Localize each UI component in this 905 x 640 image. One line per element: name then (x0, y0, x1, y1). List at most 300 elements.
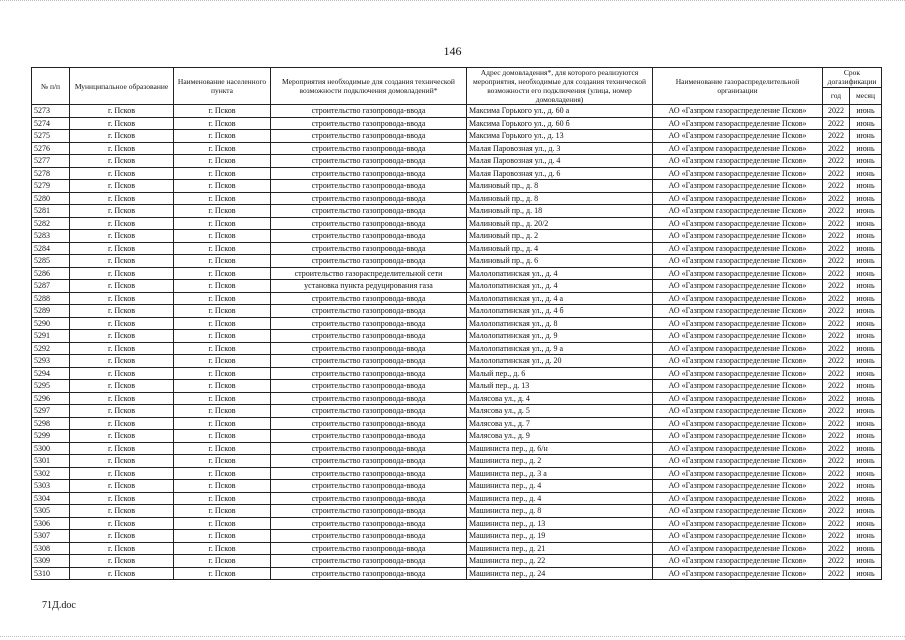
header-organization: Наименование газораспределительной организации (653, 68, 823, 105)
cell-year: 2022 (823, 180, 850, 193)
cell-municipality: г. Псков (70, 442, 174, 455)
cell-settlement: г. Псков (174, 305, 271, 318)
cell-year: 2022 (823, 130, 850, 143)
cell-month: июнь (850, 430, 882, 443)
cell-number: 5286 (32, 267, 70, 280)
cell-number: 5290 (32, 317, 70, 330)
cell-measure: строительство газопровода-ввода (271, 192, 467, 205)
cell-year: 2022 (823, 192, 850, 205)
table-row (32, 492, 882, 505)
cell-number: 5284 (32, 242, 70, 255)
cell-organization: АО «Газпром газораспределение Псков» (653, 130, 823, 143)
cell-organization: АО «Газпром газораспределение Псков» (653, 142, 823, 155)
cell-municipality: г. Псков (70, 380, 174, 393)
cell-year: 2022 (823, 155, 850, 168)
cell-municipality: г. Псков (70, 205, 174, 218)
cell-number: 5307 (32, 530, 70, 543)
cell-month: июнь (850, 542, 882, 555)
cell-municipality: г. Псков (70, 317, 174, 330)
cell-number: 5310 (32, 567, 70, 580)
cell-measure: строительство газопровода-ввода (271, 542, 467, 555)
cell-number: 5304 (32, 492, 70, 505)
cell-organization: АО «Газпром газораспределение Псков» (653, 567, 823, 580)
cell-address: Малолопатинская ул., д. 20 (467, 355, 653, 368)
cell-municipality: г. Псков (70, 505, 174, 518)
table-row (32, 130, 882, 143)
cell-organization: АО «Газпром газораспределение Псков» (653, 442, 823, 455)
cell-settlement: г. Псков (174, 217, 271, 230)
cell-number: 5280 (32, 192, 70, 205)
cell-number: 5294 (32, 367, 70, 380)
table-row (32, 205, 882, 218)
cell-year: 2022 (823, 467, 850, 480)
cell-year: 2022 (823, 405, 850, 418)
cell-month: июнь (850, 567, 882, 580)
table-row (32, 417, 882, 430)
cell-settlement: г. Псков (174, 342, 271, 355)
cell-number: 5305 (32, 505, 70, 518)
cell-number: 5309 (32, 555, 70, 568)
cell-year: 2022 (823, 530, 850, 543)
cell-settlement: г. Псков (174, 205, 271, 218)
cell-month: июнь (850, 392, 882, 405)
cell-number: 5299 (32, 430, 70, 443)
cell-organization: АО «Газпром газораспределение Псков» (653, 480, 823, 493)
scan-bottom-edge (0, 636, 905, 639)
cell-settlement: г. Псков (174, 130, 271, 143)
cell-measure: строительство газопровода-ввода (271, 330, 467, 343)
cell-month: июнь (850, 555, 882, 568)
table-row (32, 392, 882, 405)
cell-settlement: г. Псков (174, 555, 271, 568)
cell-month: июнь (850, 292, 882, 305)
cell-settlement: г. Псков (174, 392, 271, 405)
cell-organization: АО «Газпром газораспределение Псков» (653, 517, 823, 530)
cell-municipality: г. Псков (70, 492, 174, 505)
cell-settlement: г. Псков (174, 105, 271, 118)
cell-measure: строительство газопровода-ввода (271, 517, 467, 530)
cell-month: июнь (850, 355, 882, 368)
cell-month: июнь (850, 467, 882, 480)
header-month: месяц (850, 87, 882, 104)
cell-month: июнь (850, 280, 882, 293)
cell-year: 2022 (823, 555, 850, 568)
cell-year: 2022 (823, 442, 850, 455)
cell-address: Малолопатинская ул., д. 9 (467, 330, 653, 343)
cell-measure: строительство газопровода-ввода (271, 430, 467, 443)
cell-number: 5287 (32, 280, 70, 293)
cell-organization: АО «Газпром газораспределение Псков» (653, 367, 823, 380)
cell-measure: строительство газопровода-ввода (271, 305, 467, 318)
cell-measure: строительство газопровода-ввода (271, 355, 467, 368)
cell-settlement: г. Псков (174, 117, 271, 130)
cell-municipality: г. Псков (70, 305, 174, 318)
cell-settlement: г. Псков (174, 417, 271, 430)
cell-number: 5279 (32, 180, 70, 193)
cell-measure: строительство газопровода-ввода (271, 105, 467, 118)
cell-organization: АО «Газпром газораспределение Псков» (653, 505, 823, 518)
cell-measure: строительство газопровода-ввода (271, 405, 467, 418)
table-row (32, 267, 882, 280)
cell-year: 2022 (823, 455, 850, 468)
cell-month: июнь (850, 255, 882, 268)
cell-organization: АО «Газпром газораспределение Псков» (653, 342, 823, 355)
cell-month: июнь (850, 230, 882, 243)
cell-month: июнь (850, 305, 882, 318)
table-row (32, 105, 882, 118)
cell-year: 2022 (823, 117, 850, 130)
cell-number: 5276 (32, 142, 70, 155)
cell-organization: АО «Газпром газораспределение Псков» (653, 267, 823, 280)
scan-top-edge (0, 0, 905, 4)
cell-settlement: г. Псков (174, 442, 271, 455)
cell-address: Малиновый пр., д. 2 (467, 230, 653, 243)
cell-year: 2022 (823, 505, 850, 518)
cell-address: Малолопатинская ул., д. 9 а (467, 342, 653, 355)
cell-month: июнь (850, 130, 882, 143)
cell-month: июнь (850, 242, 882, 255)
cell-settlement: г. Псков (174, 267, 271, 280)
cell-measure: строительство газопровода-ввода (271, 342, 467, 355)
table-row (32, 367, 882, 380)
cell-number: 5283 (32, 230, 70, 243)
cell-number: 5288 (32, 292, 70, 305)
cell-address: Малясова ул., д. 7 (467, 417, 653, 430)
cell-municipality: г. Псков (70, 192, 174, 205)
cell-organization: АО «Газпром газораспределение Псков» (653, 430, 823, 443)
cell-year: 2022 (823, 392, 850, 405)
page-number: 146 (443, 44, 462, 58)
cell-number: 5298 (32, 417, 70, 430)
cell-month: июнь (850, 180, 882, 193)
cell-municipality: г. Псков (70, 355, 174, 368)
cell-measure: строительство газопровода-ввода (271, 367, 467, 380)
cell-month: июнь (850, 217, 882, 230)
cell-number: 5289 (32, 305, 70, 318)
cell-settlement: г. Псков (174, 167, 271, 180)
cell-measure: строительство газопровода-ввода (271, 255, 467, 268)
cell-settlement: г. Псков (174, 492, 271, 505)
cell-measure: строительство газопровода-ввода (271, 442, 467, 455)
cell-measure: строительство газопровода-ввода (271, 317, 467, 330)
cell-year: 2022 (823, 567, 850, 580)
table-row (32, 355, 882, 368)
cell-municipality: г. Псков (70, 105, 174, 118)
cell-measure: строительство газопровода-ввода (271, 242, 467, 255)
cell-number: 5281 (32, 205, 70, 218)
cell-organization: АО «Газпром газораспределение Псков» (653, 330, 823, 343)
cell-organization: АО «Газпром газораспределение Псков» (653, 455, 823, 468)
table-row (32, 330, 882, 343)
cell-measure: строительство газопровода-ввода (271, 505, 467, 518)
table-row (32, 117, 882, 130)
cell-address: Малолопатинская ул., д. 4 (467, 280, 653, 293)
cell-address: Максима Горького ул., д. 60 б (467, 117, 653, 130)
table-row (32, 555, 882, 568)
cell-address: Малолопатинская ул., д. 4 а (467, 292, 653, 305)
table-row (32, 480, 882, 493)
cell-number: 5274 (32, 117, 70, 130)
document-filename: 71Д.doc (42, 600, 76, 611)
cell-settlement: г. Псков (174, 480, 271, 493)
cell-month: июнь (850, 505, 882, 518)
cell-month: июнь (850, 142, 882, 155)
table-row (32, 192, 882, 205)
cell-measure: строительство газопровода-ввода (271, 380, 467, 393)
cell-address: Малая Паровозная ул., д. 3 (467, 142, 653, 155)
cell-address: Машиниста пер., д. 3 а (467, 467, 653, 480)
cell-measure: строительство газопровода-ввода (271, 130, 467, 143)
cell-month: июнь (850, 455, 882, 468)
cell-organization: АО «Газпром газораспределение Псков» (653, 405, 823, 418)
cell-settlement: г. Псков (174, 155, 271, 168)
cell-month: июнь (850, 267, 882, 280)
cell-number: 5302 (32, 467, 70, 480)
cell-year: 2022 (823, 317, 850, 330)
cell-municipality: г. Псков (70, 530, 174, 543)
cell-municipality: г. Псков (70, 405, 174, 418)
cell-measure: строительство газопровода-ввода (271, 205, 467, 218)
cell-month: июнь (850, 205, 882, 218)
cell-month: июнь (850, 330, 882, 343)
cell-measure: строительство газопровода-ввода (271, 180, 467, 193)
cell-address: Малиновый пр., д. 4 (467, 242, 653, 255)
table-row (32, 167, 882, 180)
cell-address: Машиниста пер., д. 2 (467, 455, 653, 468)
cell-municipality: г. Псков (70, 217, 174, 230)
table-row (32, 317, 882, 330)
cell-number: 5292 (32, 342, 70, 355)
table-row (32, 280, 882, 293)
cell-measure: строительство газораспределительной сети (271, 267, 467, 280)
cell-year: 2022 (823, 142, 850, 155)
cell-settlement: г. Псков (174, 567, 271, 580)
cell-address: Машиниста пер., д. 4 (467, 492, 653, 505)
table-row (32, 180, 882, 193)
table-row (32, 517, 882, 530)
cell-month: июнь (850, 367, 882, 380)
cell-number: 5277 (32, 155, 70, 168)
cell-settlement: г. Псков (174, 380, 271, 393)
cell-municipality: г. Псков (70, 142, 174, 155)
cell-municipality: г. Псков (70, 567, 174, 580)
cell-measure: строительство газопровода-ввода (271, 142, 467, 155)
cell-organization: АО «Газпром газораспределение Псков» (653, 555, 823, 568)
table-row (32, 530, 882, 543)
cell-year: 2022 (823, 342, 850, 355)
cell-municipality: г. Псков (70, 342, 174, 355)
cell-measure: строительство газопровода-ввода (271, 167, 467, 180)
cell-number: 5297 (32, 405, 70, 418)
table-body (32, 105, 882, 580)
cell-municipality: г. Псков (70, 155, 174, 168)
cell-year: 2022 (823, 205, 850, 218)
cell-measure: строительство газопровода-ввода (271, 155, 467, 168)
cell-organization: АО «Газпром газораспределение Псков» (653, 392, 823, 405)
table-row (32, 342, 882, 355)
cell-number: 5275 (32, 130, 70, 143)
cell-address: Малолопатинская ул., д. 8 (467, 317, 653, 330)
cell-year: 2022 (823, 267, 850, 280)
cell-measure: строительство газопровода-ввода (271, 555, 467, 568)
cell-organization: АО «Газпром газораспределение Псков» (653, 417, 823, 430)
cell-organization: АО «Газпром газораспределение Псков» (653, 317, 823, 330)
cell-measure: строительство газопровода-ввода (271, 417, 467, 430)
cell-address: Машиниста пер., д. 4 (467, 480, 653, 493)
cell-number: 5291 (32, 330, 70, 343)
cell-settlement: г. Псков (174, 530, 271, 543)
cell-settlement: г. Псков (174, 517, 271, 530)
cell-settlement: г. Псков (174, 467, 271, 480)
cell-municipality: г. Псков (70, 280, 174, 293)
cell-municipality: г. Псков (70, 367, 174, 380)
cell-organization: АО «Газпром газораспределение Псков» (653, 492, 823, 505)
cell-month: июнь (850, 480, 882, 493)
cell-municipality: г. Псков (70, 167, 174, 180)
cell-year: 2022 (823, 105, 850, 118)
cell-municipality: г. Псков (70, 130, 174, 143)
cell-address: Малясова ул., д. 5 (467, 405, 653, 418)
table-row (32, 230, 882, 243)
cell-address: Машиниста пер., д. 13 (467, 517, 653, 530)
cell-measure: строительство газопровода-ввода (271, 480, 467, 493)
cell-measure: строительство газопровода-ввода (271, 292, 467, 305)
cell-number: 5293 (32, 355, 70, 368)
cell-address: Малиновый пр., д. 6 (467, 255, 653, 268)
cell-organization: АО «Газпром газораспределение Псков» (653, 542, 823, 555)
cell-municipality: г. Псков (70, 330, 174, 343)
cell-address: Максима Горького ул., д. 60 а (467, 105, 653, 118)
cell-month: июнь (850, 417, 882, 430)
cell-year: 2022 (823, 480, 850, 493)
cell-address: Машиниста пер., д. 8 (467, 505, 653, 518)
cell-measure: строительство газопровода-ввода (271, 217, 467, 230)
cell-month: июнь (850, 517, 882, 530)
table-row (32, 305, 882, 318)
cell-settlement: г. Псков (174, 242, 271, 255)
cell-organization: АО «Газпром газораспределение Псков» (653, 467, 823, 480)
table-row (32, 430, 882, 443)
cell-year: 2022 (823, 417, 850, 430)
header-year: год (823, 87, 850, 104)
cell-address: Машиниста пер., д. 24 (467, 567, 653, 580)
cell-year: 2022 (823, 280, 850, 293)
cell-settlement: г. Псков (174, 292, 271, 305)
cell-year: 2022 (823, 367, 850, 380)
cell-address: Малиновый пр., д. 8 (467, 180, 653, 193)
cell-address: Малясова ул., д. 9 (467, 430, 653, 443)
cell-year: 2022 (823, 492, 850, 505)
cell-address: Малый пер., д. 6 (467, 367, 653, 380)
cell-year: 2022 (823, 242, 850, 255)
cell-organization: АО «Газпром газораспределение Псков» (653, 380, 823, 393)
table-row (32, 567, 882, 580)
cell-measure: строительство газопровода-ввода (271, 467, 467, 480)
cell-number: 5282 (32, 217, 70, 230)
cell-year: 2022 (823, 355, 850, 368)
cell-municipality: г. Псков (70, 517, 174, 530)
cell-month: июнь (850, 530, 882, 543)
header-address: Адрес домовладения*, для которого реализуются мероприятия, необходимые для создания технической возможности его подключения (улица, номер домовладения) (467, 68, 653, 105)
cell-measure: строительство газопровода-ввода (271, 230, 467, 243)
cell-organization: АО «Газпром газораспределение Псков» (653, 117, 823, 130)
cell-number: 5301 (32, 455, 70, 468)
cell-address: Малолопатинская ул., д. 4 б (467, 305, 653, 318)
cell-measure: строительство газопровода-ввода (271, 530, 467, 543)
cell-measure: строительство газопровода-ввода (271, 567, 467, 580)
cell-year: 2022 (823, 255, 850, 268)
table-row (32, 255, 882, 268)
cell-municipality: г. Псков (70, 292, 174, 305)
cell-settlement: г. Псков (174, 192, 271, 205)
cell-address: Машиниста пер., д. 22 (467, 555, 653, 568)
cell-municipality: г. Псков (70, 230, 174, 243)
cell-year: 2022 (823, 305, 850, 318)
table-row (32, 142, 882, 155)
cell-municipality: г. Псков (70, 480, 174, 493)
cell-number: 5278 (32, 167, 70, 180)
cell-settlement: г. Псков (174, 230, 271, 243)
cell-settlement: г. Псков (174, 280, 271, 293)
cell-month: июнь (850, 317, 882, 330)
cell-settlement: г. Псков (174, 542, 271, 555)
cell-address: Малясова ул., д. 4 (467, 392, 653, 405)
table-row (32, 505, 882, 518)
table-row (32, 542, 882, 555)
cell-month: июнь (850, 105, 882, 118)
cell-organization: АО «Газпром газораспределение Псков» (653, 155, 823, 168)
cell-month: июнь (850, 167, 882, 180)
cell-month: июнь (850, 117, 882, 130)
table-row (32, 292, 882, 305)
cell-year: 2022 (823, 292, 850, 305)
cell-organization: АО «Газпром газораспределение Псков» (653, 242, 823, 255)
cell-organization: АО «Газпром газораспределение Псков» (653, 305, 823, 318)
cell-organization: АО «Газпром газораспределение Псков» (653, 180, 823, 193)
cell-number: 5303 (32, 480, 70, 493)
cell-month: июнь (850, 192, 882, 205)
cell-month: июнь (850, 405, 882, 418)
cell-municipality: г. Псков (70, 542, 174, 555)
cell-settlement: г. Псков (174, 405, 271, 418)
cell-organization: АО «Газпром газораспределение Псков» (653, 230, 823, 243)
table-row (32, 380, 882, 393)
cell-settlement: г. Псков (174, 255, 271, 268)
cell-municipality: г. Псков (70, 267, 174, 280)
cell-number: 5296 (32, 392, 70, 405)
cell-address: Малолопатинская ул., д. 4 (467, 267, 653, 280)
cell-municipality: г. Псков (70, 430, 174, 443)
cell-number: 5300 (32, 442, 70, 455)
cell-organization: АО «Газпром газораспределение Псков» (653, 205, 823, 218)
table-row (32, 467, 882, 480)
cell-month: июнь (850, 155, 882, 168)
cell-number: 5285 (32, 255, 70, 268)
cell-measure: установка пункта редуцирования газа (271, 280, 467, 293)
cell-settlement: г. Псков (174, 505, 271, 518)
cell-year: 2022 (823, 230, 850, 243)
cell-address: Машиниста пер., д. 21 (467, 542, 653, 555)
cell-number: 5306 (32, 517, 70, 530)
table-row (32, 155, 882, 168)
cell-organization: АО «Газпром газораспределение Псков» (653, 255, 823, 268)
cell-municipality: г. Псков (70, 467, 174, 480)
cell-settlement: г. Псков (174, 317, 271, 330)
cell-settlement: г. Псков (174, 430, 271, 443)
header-municipality: Муниципальное образование (70, 68, 174, 105)
cell-organization: АО «Газпром газораспределение Псков» (653, 355, 823, 368)
cell-address: Малая Паровозная ул., д. 6 (467, 167, 653, 180)
